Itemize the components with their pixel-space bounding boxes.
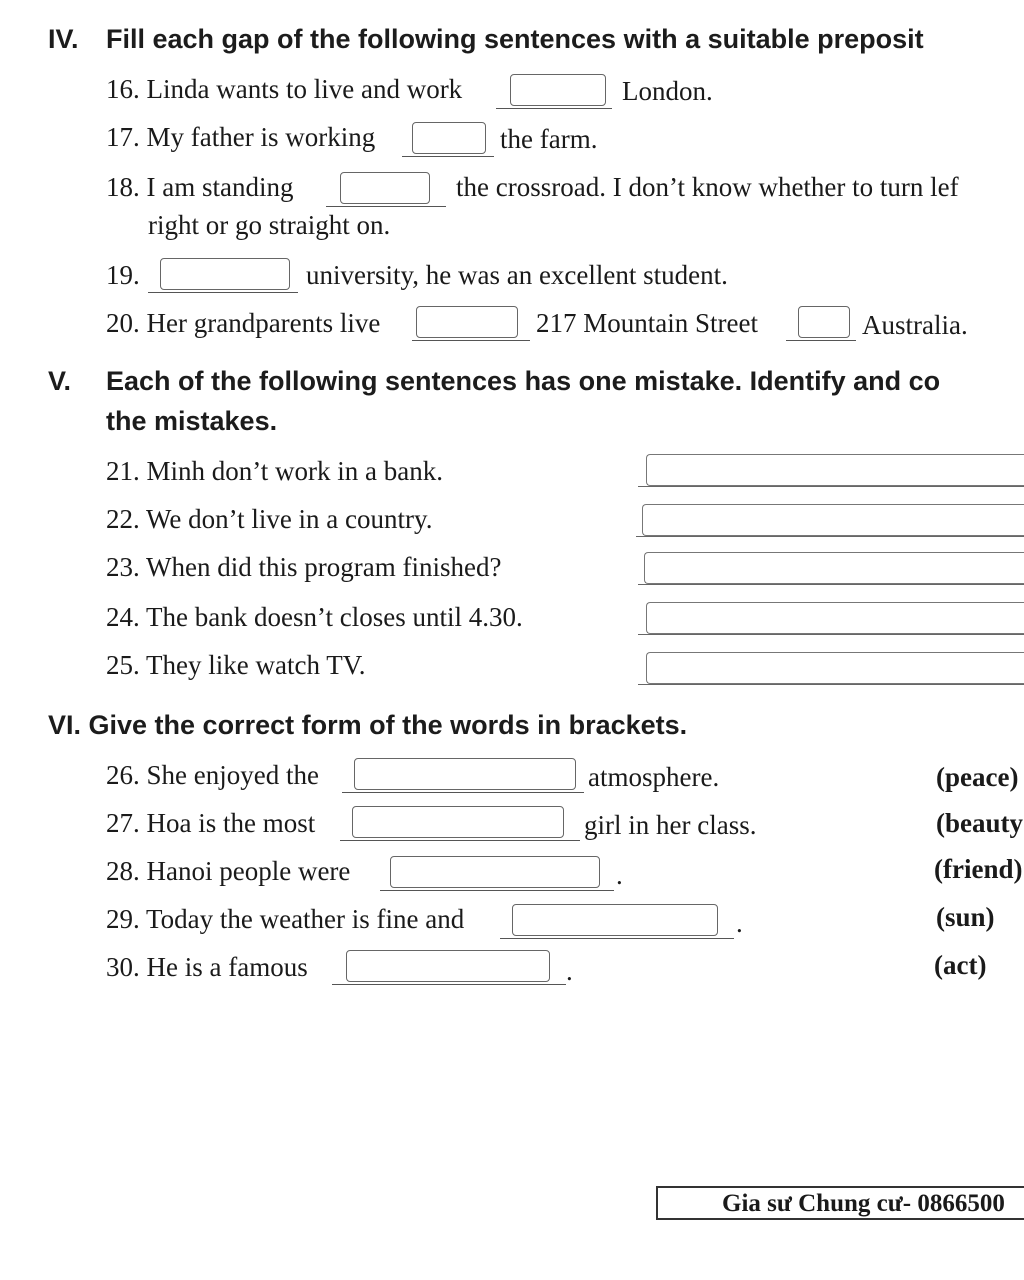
q25-answer-line: [638, 684, 1024, 685]
section-5-heading-line2: the mistakes.: [106, 406, 278, 436]
q20-answer-box-2[interactable]: [798, 306, 850, 338]
q23-text: 23. When did this program finished?: [106, 552, 502, 582]
q16-gap: [496, 108, 612, 109]
q20-answer-box-1[interactable]: [416, 306, 518, 338]
q16-answer-box[interactable]: [510, 74, 606, 106]
section-6-heading: VI. Give the correct form of the words in brackets.: [48, 710, 688, 740]
q19-text: 19.: [106, 260, 140, 290]
q23-answer-line: [638, 584, 1024, 585]
q20-text-middle: 217 Mountain Street: [536, 308, 758, 338]
q30-answer-box[interactable]: [346, 950, 550, 982]
q20-text-after: Australia.: [862, 310, 968, 340]
q22-correction-box[interactable]: [642, 504, 1024, 536]
q21-text: 21. Minh don’t work in a bank.: [106, 456, 443, 486]
section-4-number: IV.: [48, 24, 79, 54]
q26-text-after: atmosphere.: [588, 762, 720, 792]
section-4-heading: Fill each gap of the following sentences with a suitable preposit: [106, 24, 924, 54]
q28-gap: [380, 890, 614, 891]
q17-gap: [402, 156, 494, 157]
q28-period: .: [616, 860, 623, 890]
q19-text-after: university, he was an excellent student.: [306, 260, 728, 290]
q17-text: 17. My father is working: [106, 122, 376, 152]
q25-text: 25. They like watch TV.: [106, 650, 366, 680]
q29-gap: [500, 938, 734, 939]
q21-correction-box[interactable]: [646, 454, 1024, 486]
q16-text: 16. Linda wants to live and work: [106, 74, 463, 104]
q25-correction-box[interactable]: [646, 652, 1024, 684]
q28-answer-box[interactable]: [390, 856, 600, 888]
q19-gap: [148, 292, 298, 293]
q21-answer-line: [638, 486, 1024, 487]
q27-answer-box[interactable]: [352, 806, 564, 838]
q30-word-hint: (act): [934, 950, 987, 980]
q18-text-line2: right or go straight on.: [148, 210, 391, 240]
q18-text: 18. I am standing: [106, 172, 294, 202]
q17-text-after: the farm.: [500, 124, 598, 154]
footer-contact: Gia sư Chung cư- 0866500: [656, 1186, 1024, 1220]
q18-answer-box[interactable]: [340, 172, 430, 204]
q24-answer-line: [638, 634, 1024, 635]
q18-gap: [326, 206, 446, 207]
q23-correction-box[interactable]: [644, 552, 1024, 584]
q17-answer-box[interactable]: [412, 122, 486, 154]
q28-text: 28. Hanoi people were: [106, 856, 351, 886]
q26-word-hint: (peace): [936, 762, 1019, 792]
q20-gap-2: [786, 340, 856, 341]
q24-correction-box[interactable]: [646, 602, 1024, 634]
q18-text-after: the crossroad. I don’t know whether to turn lef: [456, 172, 959, 202]
q27-gap: [340, 840, 580, 841]
q29-text: 29. Today the weather is fine and: [106, 904, 465, 934]
q20-text: 20. Her grandparents live: [106, 308, 381, 338]
q22-text: 22. We don’t live in a country.: [106, 504, 433, 534]
q20-gap-1: [412, 340, 530, 341]
q26-text: 26. She enjoyed the: [106, 760, 319, 790]
q30-text: 30. He is a famous: [106, 952, 308, 982]
q22-answer-line: [636, 536, 1024, 537]
q29-word-hint: (sun): [936, 902, 995, 932]
q30-period: .: [566, 956, 573, 986]
q16-text-after: London.: [622, 76, 713, 106]
q28-word-hint: (friend): [934, 854, 1023, 884]
q26-gap: [342, 792, 584, 793]
q19-answer-box[interactable]: [160, 258, 290, 290]
q27-word-hint: (beauty: [936, 808, 1023, 838]
q27-text: 27. Hoa is the most: [106, 808, 316, 838]
section-5-number: V.: [48, 366, 72, 396]
q24-text: 24. The bank doesn’t closes until 4.30.: [106, 602, 523, 632]
q26-answer-box[interactable]: [354, 758, 576, 790]
q29-answer-box[interactable]: [512, 904, 718, 936]
q27-text-after: girl in her class.: [584, 810, 757, 840]
q30-gap: [332, 984, 566, 985]
q29-period: .: [736, 908, 743, 938]
section-5-heading: Each of the following sentences has one mistake. Identify and co: [106, 366, 941, 396]
